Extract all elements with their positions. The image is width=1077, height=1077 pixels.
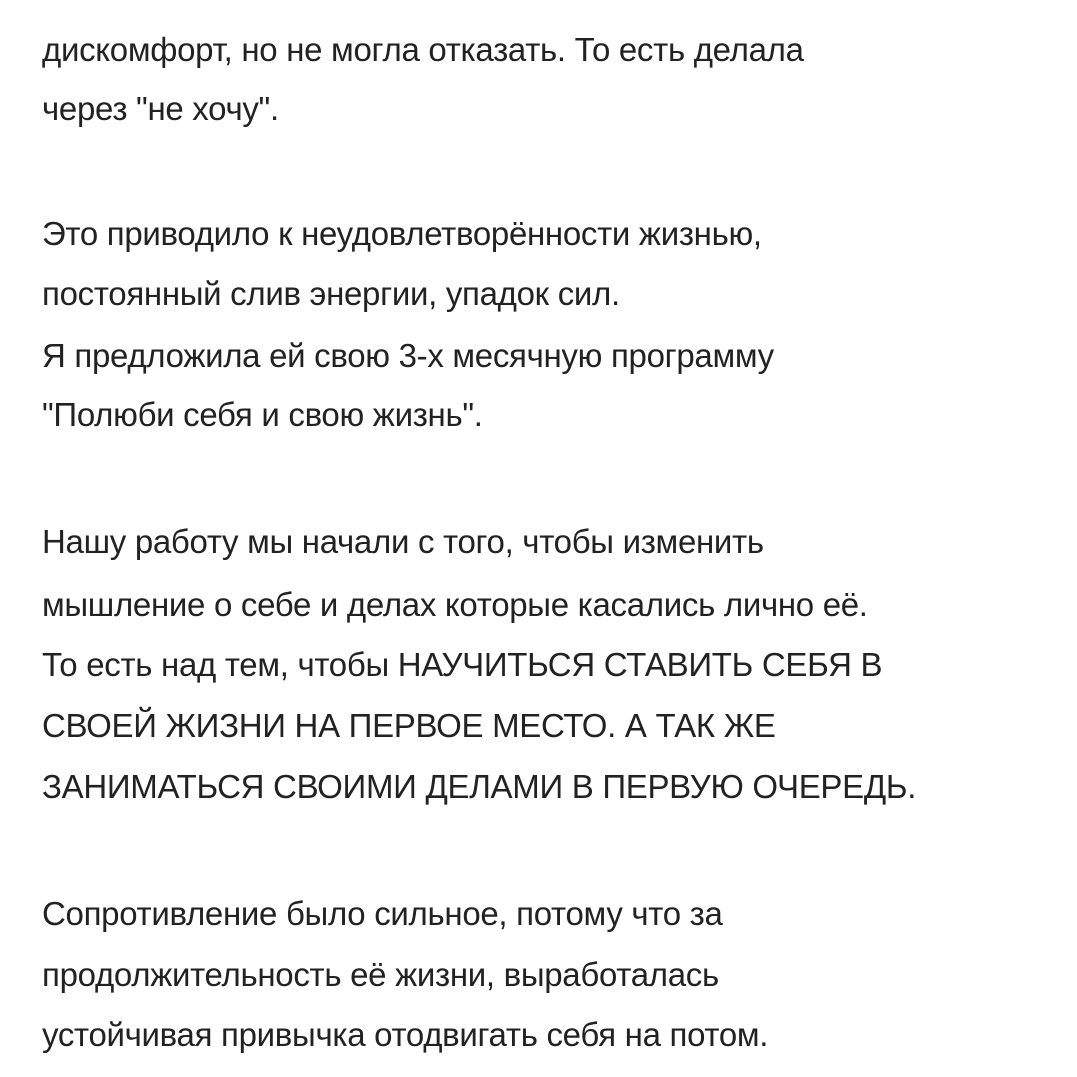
paragraph-3-line-4: СВОЕЙ ЖИЗНИ НА ПЕРВОЕ МЕСТО. А ТАК ЖЕ xyxy=(42,707,776,744)
paragraph-3-line-5: ЗАНИМАТЬСЯ СВОИМИ ДЕЛАМИ В ПЕРВУЮ ОЧЕРЕДЬ. xyxy=(42,768,917,805)
paragraph-3-line-3: То есть над тем, чтобы НАУЧИТЬСЯ СТАВИТЬ СЕБЯ В xyxy=(42,646,883,683)
paragraph-2-line-3: Я предложила ей свою 3-х месячную программу xyxy=(42,337,774,374)
paragraph-2-line-1: Это приводило к неудовлетворённости жизнью, xyxy=(42,215,762,252)
paragraph-2-line-4: "Полюби себя и свою жизнь". xyxy=(42,396,483,433)
paragraph-2-line-2: постоянный слив энергии, упадок сил. xyxy=(42,275,620,312)
paragraph-1-line-2: через "не хочу". xyxy=(42,90,279,127)
paragraph-3-line-1: Нашу работу мы начали с того, чтобы изменить xyxy=(42,523,764,560)
paragraph-4-line-2: продолжительность её жизни, выработалась xyxy=(42,956,719,993)
paragraph-4-line-3: устойчивая привычка отодвигать себя на потом. xyxy=(42,1016,769,1053)
paragraph-3-line-2: мышление о себе и делах которые касались лично её. xyxy=(42,586,868,623)
paragraph-4-line-1: Сопротивление было сильное, потому что за xyxy=(42,895,723,932)
paragraph-1-line-1: дискомфорт, но не могла отказать. То есть делала xyxy=(42,31,804,68)
